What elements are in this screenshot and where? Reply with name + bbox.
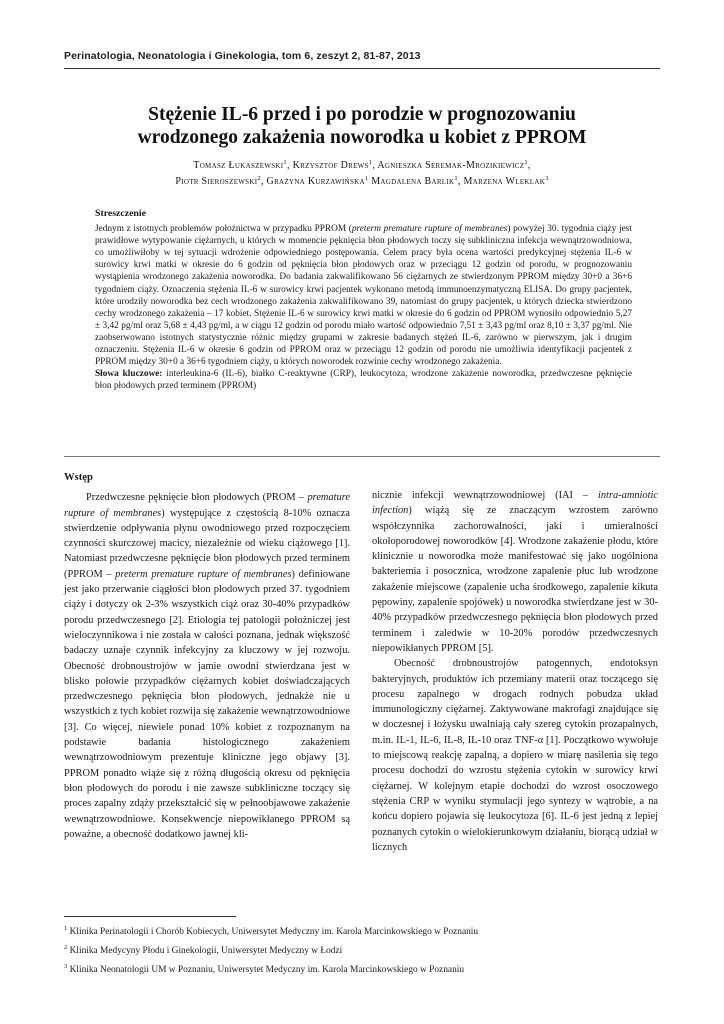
author-affiliation: 1 — [454, 175, 458, 182]
author-affiliation: 1 — [364, 175, 369, 182]
author-name: Piotr Sieroszewski — [175, 176, 258, 187]
abstract-italic-term: preterm premature rupture of membranes — [351, 224, 508, 235]
abstract-text-part: ) powyżej 30. tygodnia ciąży jest prawidłowe wytypowanie ciężarnych, u których w momencie pęknięcia błon płodowych toczy się subkliniczna infekcja wewnątrzowodniowa, co umożliwiłoby w tej sytuacji wdrożenie odpowiedniego postępowania. Celem pracy była ocena wartości predykcyjnej stężenia IL-6 w surowicy krwi matki w okresie do 6 godzin od pęknięcia błon płodowych oraz w przeciągu 12 godzin od porodu, w prognozowaniu wystąpienia wrodzonego zakażenia noworodka. Do badania zakwalifikowano 56 ciężarnych ze stwierdzonym PPROM między 30+0 a 36+6 tygodniem ciąży. Oznaczenia stężenia IL-6 w surowicy krwi pacjentek wykonano metodą immunoenzymatyczną ELISA. Do grupy pacjentek, które urodziły noworodka bez cech wrodzonego zakażenia zakwalifikowano 39, natomiast do grupy pacjentek, u których dziecka stwierdzono cechy wrodzonego zakażenia – 17 kobiet. Stężenie IL-6 w surowicy krwi matki w okresie do 6 godzin od PPROM wynosiło odpowiednio 5,27 ± 3,42 pg/ml oraz 5,68 ± 4,43 pg/ml, a w ciągu 12 godzin od porodu miało wartość odpowiednio 7,51 ± 3,43 pg/ml oraz 8,10 ± 3,37 pg/ml. Nie zaobserwowano istotnych statystycznie różnic między grupami w zakresie badanych stężeń IL-6, zarówno w pierwszym, jak i drugim oznaczeniu. Stężenia IL-6 w okresie 6 godzin od PPROM oraz w przeciągu 12 godzin od porodu nie umożliwia identyfikacji pacjentek z PPROM między 30+0 a 36+6 tygodniem ciąży, u których noworodek rozwinie cechy wrodzonego zakażenia. — [95, 224, 632, 368]
author-separator: , — [527, 160, 531, 171]
paragraph — [372, 488, 658, 656]
keywords — [95, 368, 632, 392]
footnote-text: Klinika Neonatologii UM w Poznaniu, Uniwersytet Medyczny im. Karola Marcinkowskiego w Poznaniu — [69, 965, 465, 975]
abstract-heading: Streszczenie — [95, 208, 146, 219]
author-separator: , — [372, 160, 378, 171]
header-divider — [64, 68, 660, 69]
author-separator: , — [260, 176, 267, 187]
author-name: Tomasz Łukaszewski — [193, 160, 284, 171]
abstract-text-part: Jednym z istotnych problemów położnictwa w przypadku PPROM ( — [95, 224, 352, 235]
author-name: Grażyna Kurzawińska — [266, 176, 365, 187]
title-line-1: Stężenie IL-6 przed i po porodzie w prognozowaniu — [148, 104, 576, 125]
footnote-marker: 2 — [64, 944, 68, 951]
paragraph-text: ) definiowane jest jako przerwanie ciągłości błon płodowych przed 37. tygodniem ciąży i dotyczy ok 2-3% wszystkich ciąż oraz 30-40% przypadków porodu przedwczesnego [2]. Etiologia tej patologii położniczej jest wieloczynnikowa i nie została w całości poznana, jednak większość badaczy uznaje czynnik infekcyjny za kluczowy w jej rozwoju. Obecność drobnoustrojów w jamie owodni stwierdzana jest w blisko połowie przypadków ciężarnych kobiet doświadczających przedwczesnego pęknięcia błon płodowych, jednakże nie u wszystkich z tych kobiet rozwija się zakażenie wewnątrzowodniowe [3]. Co więcej, niewiele ponad 10% kobiet z rozpoznanym na podstawie badania histologicznego zakażeniem wewnątrzowodniowym prezentuje kliniczne jego objawy [3]. PPROM ponadto wiąże się z różną długością okresu od pęknięcia błon płodowych do porodu i nie zawsze subkliniczne toczący się proces zapalny zdąży przekształcić się w pełnoobjawowe zakażenie wewnątrzowodniowe. Konsekwencje niepowikłanego PPROM są poważne, a obecność dodatkowo jawnej kli- — [64, 568, 350, 840]
footnote-text: Klinika Medycyny Płodu i Ginekologii, Uniwersytet Medyczny w Łodzi — [69, 946, 343, 956]
paragraph-text: ) wiążą się ze znaczącym wzrostem zarówno współczynnika zachorowalności, jaki i umieralności okołoporodowej noworodków [4]. Wrodzone zakażenie płodu, które klinicznie u noworodka może manifestować się jako uogólniona bakteriemia i posocznica, wrodzone zapalenie płuc lub wrodzone zakażenie miejscowe (zapalenie ucha środkowego, zapalenie kikuta pępowiny, zapalenie spojówek) u noworodka stwierdzane jest w 30-40% przypadków przedwczesnego pęknięcia błon płodowych przed terminem i zaledwie w 10-20% porodów przedwczesnych niepowikłanych PPROM [5]. — [372, 505, 658, 654]
paragraph-text: nicznie infekcji wewnątrzowodniowej (IAI – — [372, 490, 598, 501]
footnote-divider — [64, 916, 236, 917]
footnotes — [64, 923, 660, 980]
italic-term: intra-amniotic infection — [372, 490, 658, 517]
footnote-marker: 1 — [64, 925, 68, 932]
article-title — [64, 103, 660, 149]
footnote-marker: 3 — [64, 963, 68, 970]
footnote — [64, 923, 660, 942]
section-divider — [64, 456, 660, 457]
author-separator: , — [457, 176, 464, 187]
title-line-2: wrodzonego zakażenia noworodka u kobiet z PPROM — [137, 127, 587, 148]
author-list — [64, 158, 660, 190]
abstract-text — [95, 223, 632, 368]
paragraph: Obecność drobnoustrojów patogennych, endotoksyn bakteryjnych, produktów ich przemiany materii oraz toczącego się procesu zapalnego w drogach rodnych pobudza układ immunologiczny ciężarnej. Zaktywowane makrofagi znajdujące się w doczesnej i łożysku uwalniają cały szereg cytokin prozapalnych, m.in. IL-1, IL-6, IL-8, IL-10 oraz TNF-α [1]. Początkowo wywołuje to miejscową reakcję zapalną, a dopiero w miarę nasilenia się tego procesu dochodzi do wzrostu stężenia cytokin w surowicy krwi ciężarnej. W kolejnym etapie dochodzi do wzrost osoczowego stężenia CRP w wyniku stymulacji jego syntezy w wątrobie, a na końcu dopiero pojawia się leukocytoza [6]. IL-6 jest jedną z lepiej poznanych cytokin o wielokierunkowym działaniu, biorącą udział w licznych — [372, 658, 658, 853]
keywords-label: Słowa kluczowe: — [95, 369, 163, 380]
author-name: Marzena Wleklak — [463, 176, 546, 187]
author-affiliation: 3 — [545, 175, 549, 182]
paragraph-text: ) występujące z częstością 8-10% oznacza stwierdzenie odpływania płynu owodniowego przed rozpoczęciem czynności skurczowej macicy, niezależnie od wieku ciążowego [1]. Natomiast przedwczesne pęknięcie błon płodowych przed terminem (PPROM – — [64, 507, 351, 580]
author-affiliation: 1 — [368, 159, 373, 166]
author-affiliation: 1 — [283, 159, 287, 166]
body-column-left — [64, 470, 350, 842]
author-separator: , — [286, 160, 293, 171]
section-heading: Wstęp — [64, 472, 93, 483]
paragraph — [64, 490, 350, 842]
authors-line-1 — [64, 158, 660, 174]
footnote — [64, 942, 660, 961]
footnote — [64, 961, 660, 980]
italic-term: preterm premature rupture of membranes — [115, 568, 292, 580]
italic-term: premature rupture of membranes — [64, 492, 350, 519]
author-affiliation: 1 — [524, 159, 528, 166]
footnote-text: Klinika Perinatologii i Chorób Kobiecych, Uniwersytet Medyczny im. Karola Marcinkowskiego w Poznaniu — [69, 927, 479, 937]
author-name: Magdalena Barlik — [371, 176, 455, 187]
author-name: Krzysztof Drews — [292, 160, 369, 171]
author-name: Agnieszka Seremak-Mrozikiewicz — [377, 160, 525, 171]
keywords-list: interleukina-6 (IL-6), białko C-reaktywne (CRP), leukocytoza, wrodzone zakażenie noworodka, przedwczesne pęknięcie błon płodowych przed terminem (PPROM) — [95, 369, 632, 392]
paragraph-text: Przedwczesne pęknięcie błon płodowych (PROM – — [86, 492, 308, 504]
journal-header: Perinatologia, Neonatologia i Ginekologia, tom 6, zeszyt 2, 81-87, 2013 — [64, 50, 421, 62]
authors-line-2 — [64, 174, 660, 190]
body-column-right — [372, 488, 658, 855]
author-affiliation: 2 — [257, 175, 261, 182]
abstract — [95, 208, 632, 392]
